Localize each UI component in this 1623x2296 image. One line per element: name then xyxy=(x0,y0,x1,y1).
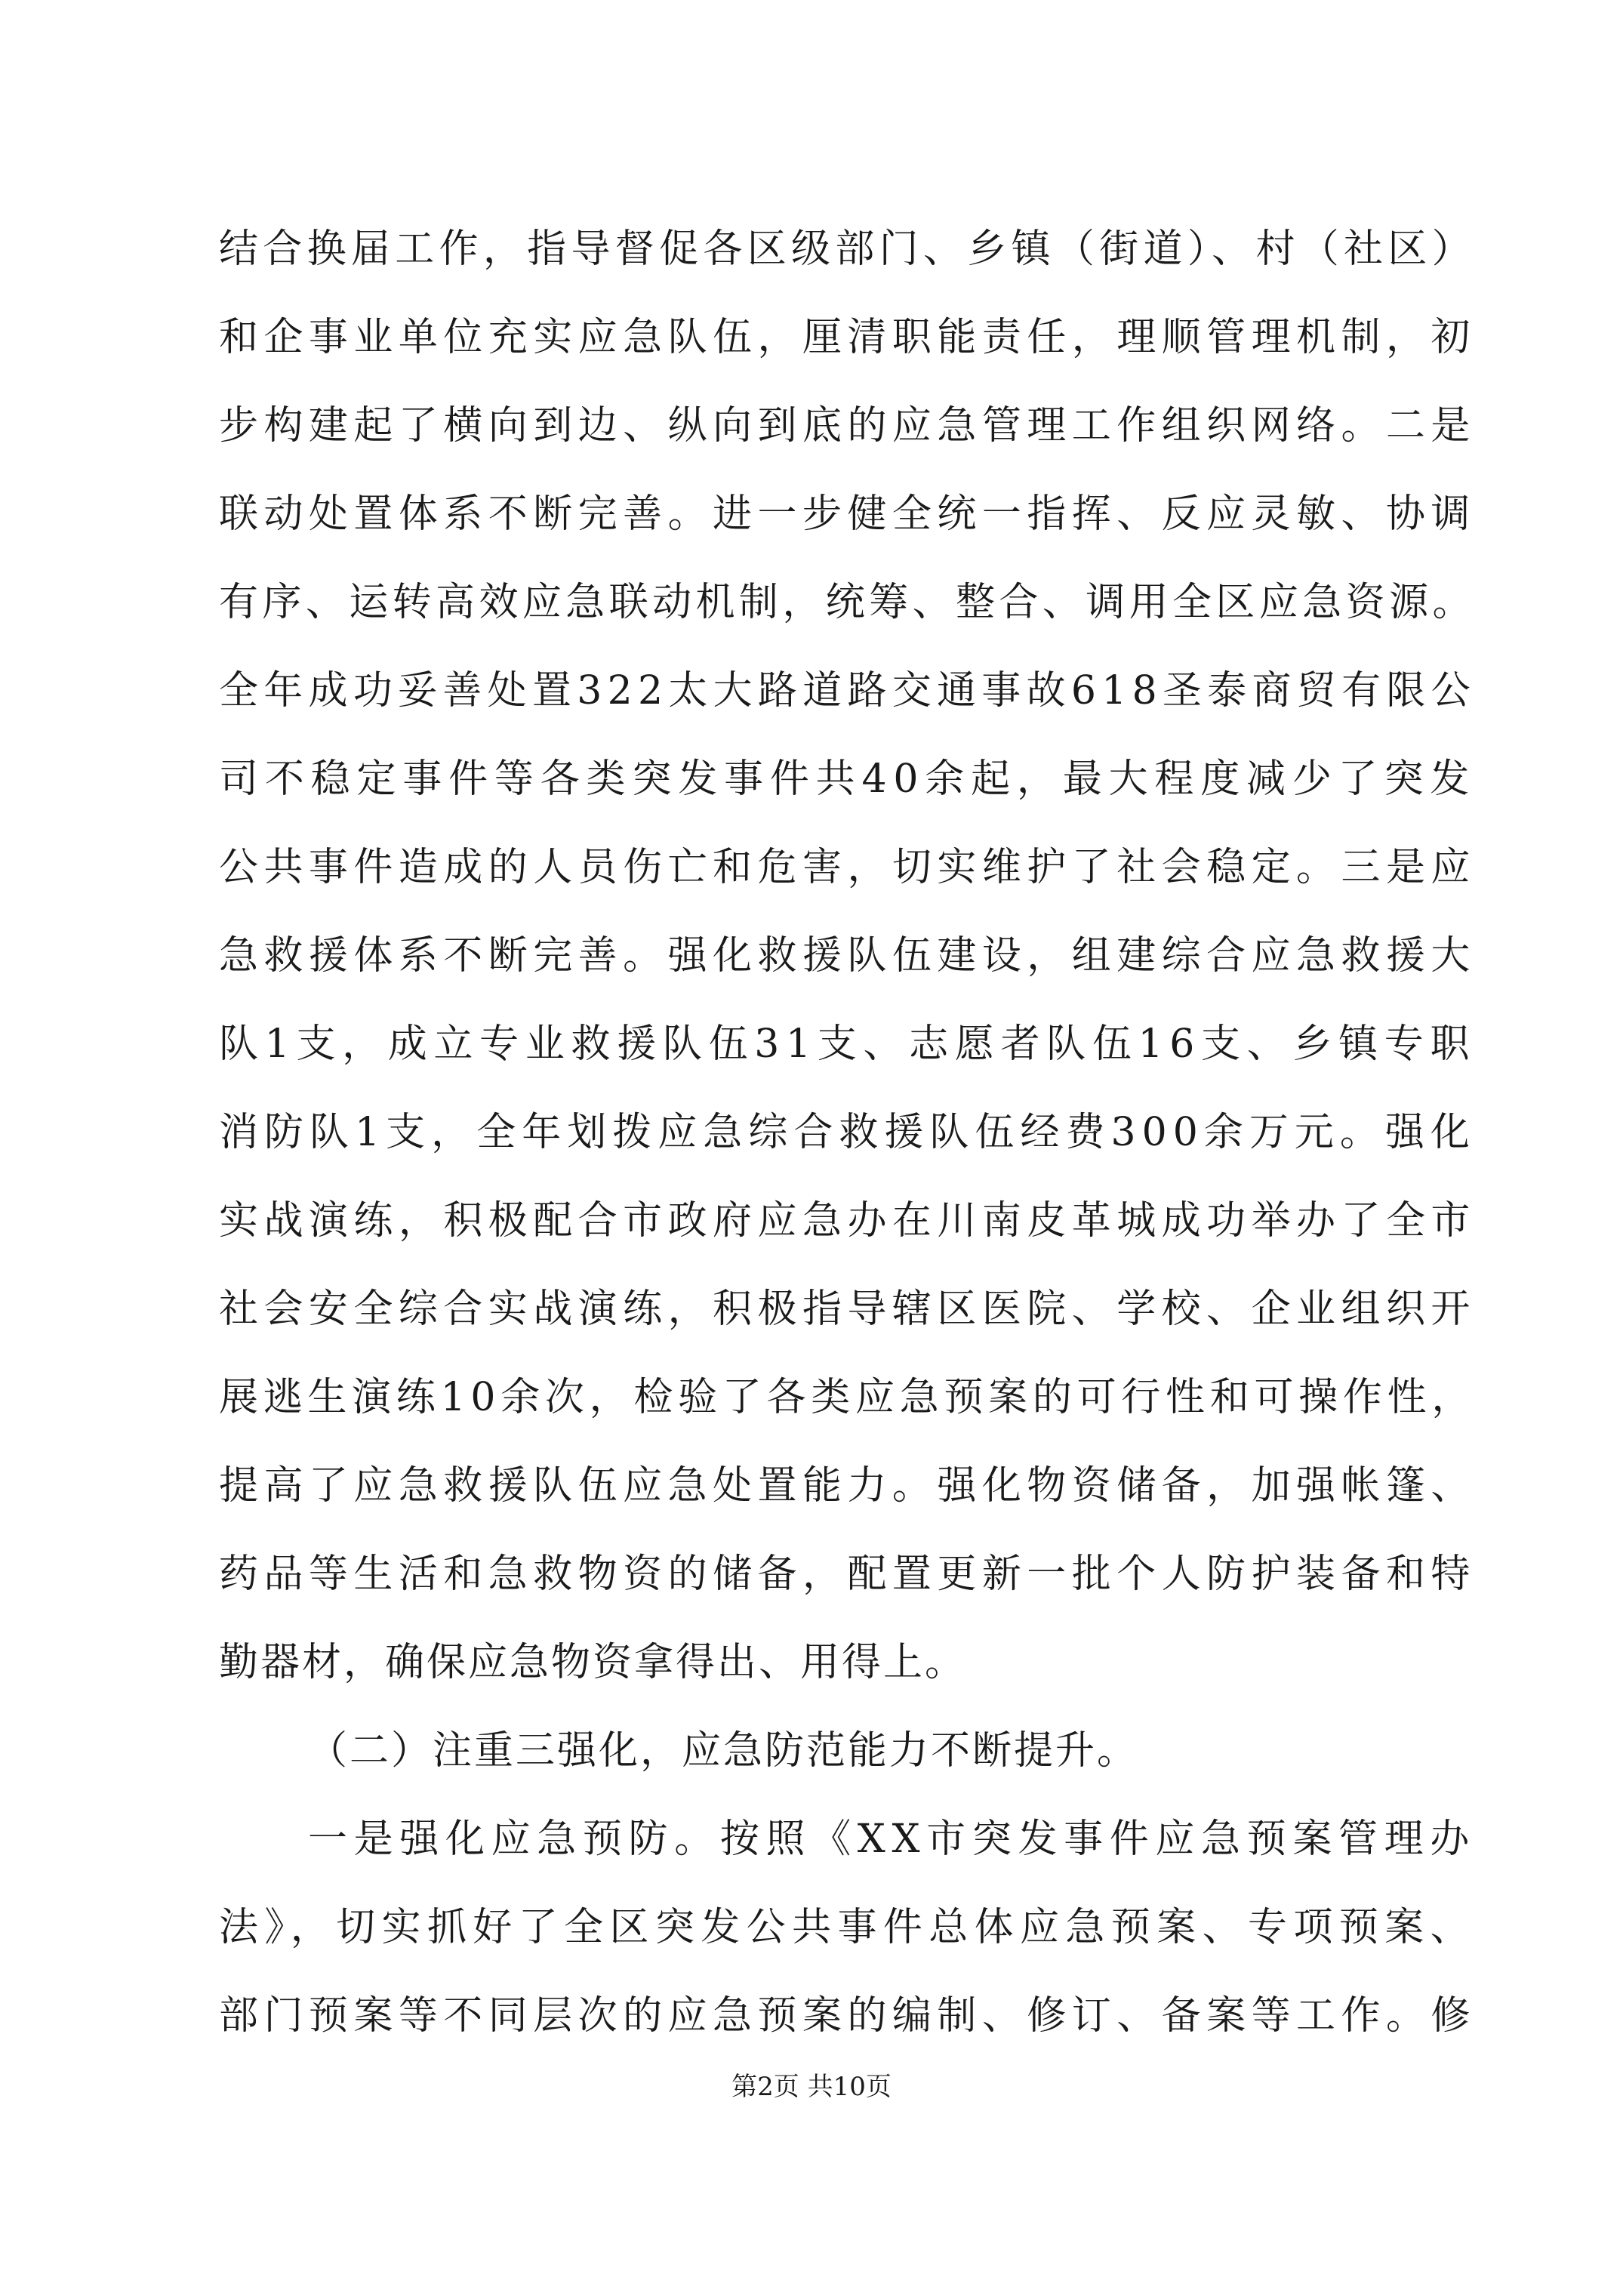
body-line: 队1支，成立专业救援队伍31支、志愿者队伍16支、乡镇专职 xyxy=(219,1022,1477,1067)
body-line: 步构建起了横向到边、纵向到底的应急管理工作组织网络。二是 xyxy=(219,403,1476,448)
body-line: 联动处置体系不断完善。进一步健全统一指挥、反应灵敏、协调 xyxy=(219,492,1476,537)
body-line: 司不稳定事件等各类突发事件共40余起，最大程度减少了突发 xyxy=(219,757,1477,802)
body-line: 全年成功妥善处置322太大路道路交通事故618圣泰商贸有限公 xyxy=(219,668,1476,713)
page-footer: 第2页 共10页 xyxy=(731,2072,892,2102)
body-line: 急救援体系不断完善。强化救援队伍建设，组建综合应急救援大 xyxy=(219,933,1476,978)
body-line: 和企事业单位充实应急队伍，厘清职能责任，理顺管理机制，初 xyxy=(219,315,1476,360)
body-line: 一是强化应急预防。按照《XX市突发事件应急预案管理办 xyxy=(308,1817,1476,1862)
body-line: 实战演练，积极配合市政府应急办在川南皮革城成功举办了全市 xyxy=(219,1198,1476,1244)
body-line: 勤器材，确保应急物资拿得出、用得上。 xyxy=(219,1640,967,1685)
body-line: 展逃生演练10余次，检验了各类应急预案的可行性和可操作性， xyxy=(219,1375,1477,1420)
section-heading: （二）注重三强化，应急防范能力不断提升。 xyxy=(308,1728,1139,1774)
body-line: 部门预案等不同层次的应急预案的编制、修订、备案等工作。修 xyxy=(219,1993,1476,2039)
body-line: 公共事件造成的人员伤亡和危害，切实维护了社会稳定。三是应 xyxy=(219,845,1476,890)
body-line: 法》，切实抓好了全区突发公共事件总体应急预案、专项预案、 xyxy=(219,1905,1476,1950)
body-line: 结合换届工作，指导督促各区级部门、乡镇（街道）、村（社区） xyxy=(219,227,1476,272)
body-line: 有序、运转高效应急联动机制，统筹、整合、调用全区应急资源。 xyxy=(219,580,1476,625)
body-line: 社会安全综合实战演练，积极指导辖区医院、学校、企业组织开 xyxy=(219,1287,1476,1332)
body-line: 药品等生活和急救物资的储备，配置更新一批个人防护装备和特 xyxy=(219,1552,1476,1597)
body-line: 消防队1支，全年划拨应急综合救援队伍经费300余万元。强化 xyxy=(219,1110,1476,1155)
body-line: 提高了应急救援队伍应急处置能力。强化物资储备，加强帐篷、 xyxy=(219,1463,1476,1509)
